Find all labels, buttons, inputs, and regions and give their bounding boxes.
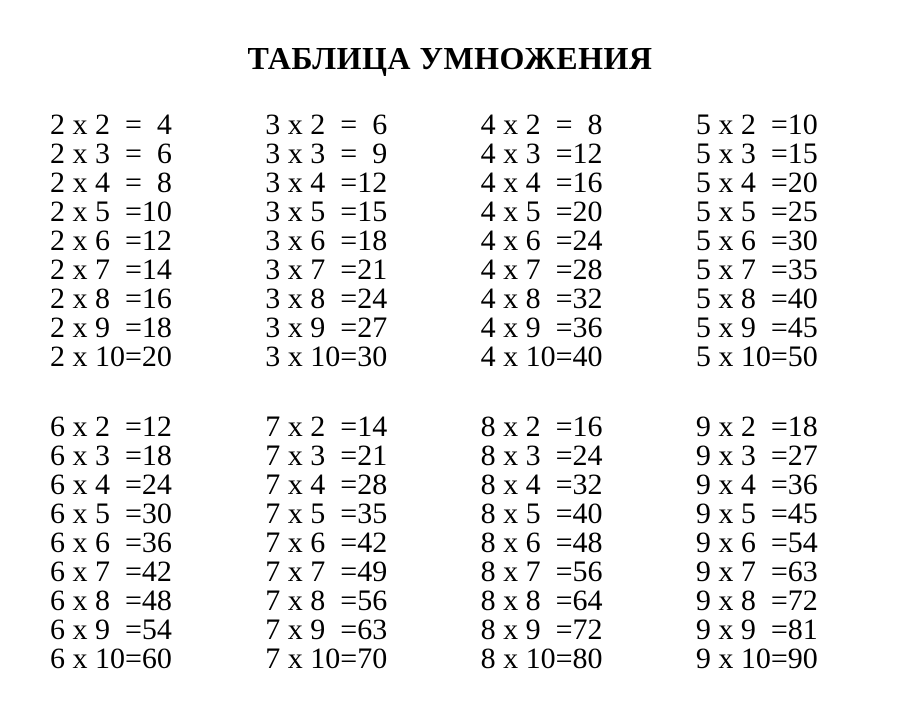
equation-line: 3 x 2 = 6 bbox=[265, 108, 388, 141]
equation-line: 6 x 4 =24 bbox=[50, 468, 172, 501]
equation-line: 8 x 2 =16 bbox=[480, 410, 603, 443]
equation-line: 9 x 5 =45 bbox=[695, 497, 818, 530]
equation-line: 5 x 7 =35 bbox=[695, 253, 818, 286]
equation-line: 6 x 7 =42 bbox=[50, 555, 172, 588]
equation-line: 9 x 6 =54 bbox=[695, 526, 818, 559]
equation-line: 9 x 7 =63 bbox=[695, 555, 818, 588]
equation-line: 6 x 9 =54 bbox=[50, 613, 172, 646]
equation-line: 3 x 10=30 bbox=[265, 340, 388, 373]
equation-line: 7 x 5 =35 bbox=[265, 497, 388, 530]
equation-line: 5 x 5 =25 bbox=[695, 195, 818, 228]
equation-line: 6 x 3 =18 bbox=[50, 439, 172, 472]
equation-line: 3 x 4 =12 bbox=[265, 166, 388, 199]
equation-line: 4 x 9 =36 bbox=[480, 311, 603, 344]
equation-line: 5 x 10=50 bbox=[695, 340, 818, 373]
equation-line: 9 x 8 =72 bbox=[695, 584, 818, 617]
equation-line: 5 x 9 =45 bbox=[695, 311, 818, 344]
equation-line: 6 x 2 =12 bbox=[50, 410, 172, 443]
equation-line: 3 x 9 =27 bbox=[265, 311, 388, 344]
equation-line: 8 x 3 =24 bbox=[480, 439, 603, 472]
equation-line: 6 x 5 =30 bbox=[50, 497, 172, 530]
equation-line: 7 x 3 =21 bbox=[265, 439, 388, 472]
equation-line: 5 x 8 =40 bbox=[695, 282, 818, 315]
equation-line: 7 x 6 =42 bbox=[265, 526, 388, 559]
equation-line: 4 x 4 =16 bbox=[480, 166, 603, 199]
equation-line: 8 x 10=80 bbox=[480, 642, 603, 675]
equation-line: 2 x 7 =14 bbox=[50, 253, 172, 286]
equation-line: 2 x 4 = 8 bbox=[50, 166, 172, 199]
equation-line: 4 x 7 =28 bbox=[480, 253, 603, 286]
equation-line: 7 x 2 =14 bbox=[265, 410, 388, 443]
equation-line: 3 x 6 =18 bbox=[265, 224, 388, 257]
equation-line: 8 x 5 =40 bbox=[480, 497, 603, 530]
equation-line: 2 x 8 =16 bbox=[50, 282, 172, 315]
block-table-of-3 bbox=[265, 110, 480, 371]
equation-line: 7 x 9 =63 bbox=[265, 613, 388, 646]
equation-line: 4 x 6 =24 bbox=[480, 224, 603, 257]
equation-line: 7 x 10=70 bbox=[265, 642, 388, 675]
equation-line: 2 x 9 =18 bbox=[50, 311, 172, 344]
page-title: ТАБЛИЦА УМНОЖЕНИЯ bbox=[247, 40, 653, 76]
equation-line: 2 x 6 =12 bbox=[50, 224, 172, 257]
equation-line: 8 x 4 =32 bbox=[480, 468, 603, 501]
equation-line: 8 x 7 =56 bbox=[480, 555, 603, 588]
equation-line: 2 x 5 =10 bbox=[50, 195, 172, 228]
equation-line: 6 x 10=60 bbox=[50, 642, 172, 675]
equation-line: 3 x 8 =24 bbox=[265, 282, 388, 315]
equation-line: 4 x 5 =20 bbox=[480, 195, 603, 228]
equation-line: 9 x 4 =36 bbox=[695, 468, 818, 501]
block-table-of-6 bbox=[50, 412, 265, 673]
equation-line: 5 x 6 =30 bbox=[695, 224, 818, 257]
equation-line: 9 x 3 =27 bbox=[695, 439, 818, 472]
equation-line: 5 x 2 =10 bbox=[695, 108, 818, 141]
equation-line: 8 x 9 =72 bbox=[480, 613, 603, 646]
equation-line: 5 x 4 =20 bbox=[695, 166, 818, 199]
equation-line: 9 x 10=90 bbox=[695, 642, 818, 675]
block-table-of-8 bbox=[481, 412, 696, 673]
block-table-of-9 bbox=[696, 412, 900, 673]
block-table-of-2 bbox=[50, 110, 265, 371]
equation-line: 2 x 10=20 bbox=[50, 340, 172, 373]
equation-line: 6 x 8 =48 bbox=[50, 584, 172, 617]
equation-line: 2 x 2 = 4 bbox=[50, 108, 172, 141]
multiplication-table-grid bbox=[50, 110, 900, 673]
equation-line: 4 x 8 =32 bbox=[480, 282, 603, 315]
equation-line: 7 x 4 =28 bbox=[265, 468, 388, 501]
equation-line: 2 x 3 = 6 bbox=[50, 137, 172, 170]
block-table-of-4 bbox=[481, 110, 696, 371]
equation-line: 3 x 7 =21 bbox=[265, 253, 388, 286]
equation-line: 7 x 7 =49 bbox=[265, 555, 388, 588]
equation-line: 5 x 3 =15 bbox=[695, 137, 818, 170]
equation-line: 4 x 10=40 bbox=[480, 340, 603, 373]
equation-line: 3 x 5 =15 bbox=[265, 195, 388, 228]
block-table-of-7 bbox=[265, 412, 480, 673]
equation-line: 4 x 3 =12 bbox=[480, 137, 603, 170]
block-table-of-5 bbox=[696, 110, 900, 371]
equation-line: 9 x 2 =18 bbox=[695, 410, 818, 443]
equation-line: 8 x 8 =64 bbox=[480, 584, 603, 617]
equation-line: 9 x 9 =81 bbox=[695, 613, 818, 646]
equation-line: 8 x 6 =48 bbox=[480, 526, 603, 559]
equation-line: 3 x 3 = 9 bbox=[265, 137, 388, 170]
equation-line: 6 x 6 =36 bbox=[50, 526, 172, 559]
equation-line: 7 x 8 =56 bbox=[265, 584, 388, 617]
equation-line: 4 x 2 = 8 bbox=[480, 108, 603, 141]
